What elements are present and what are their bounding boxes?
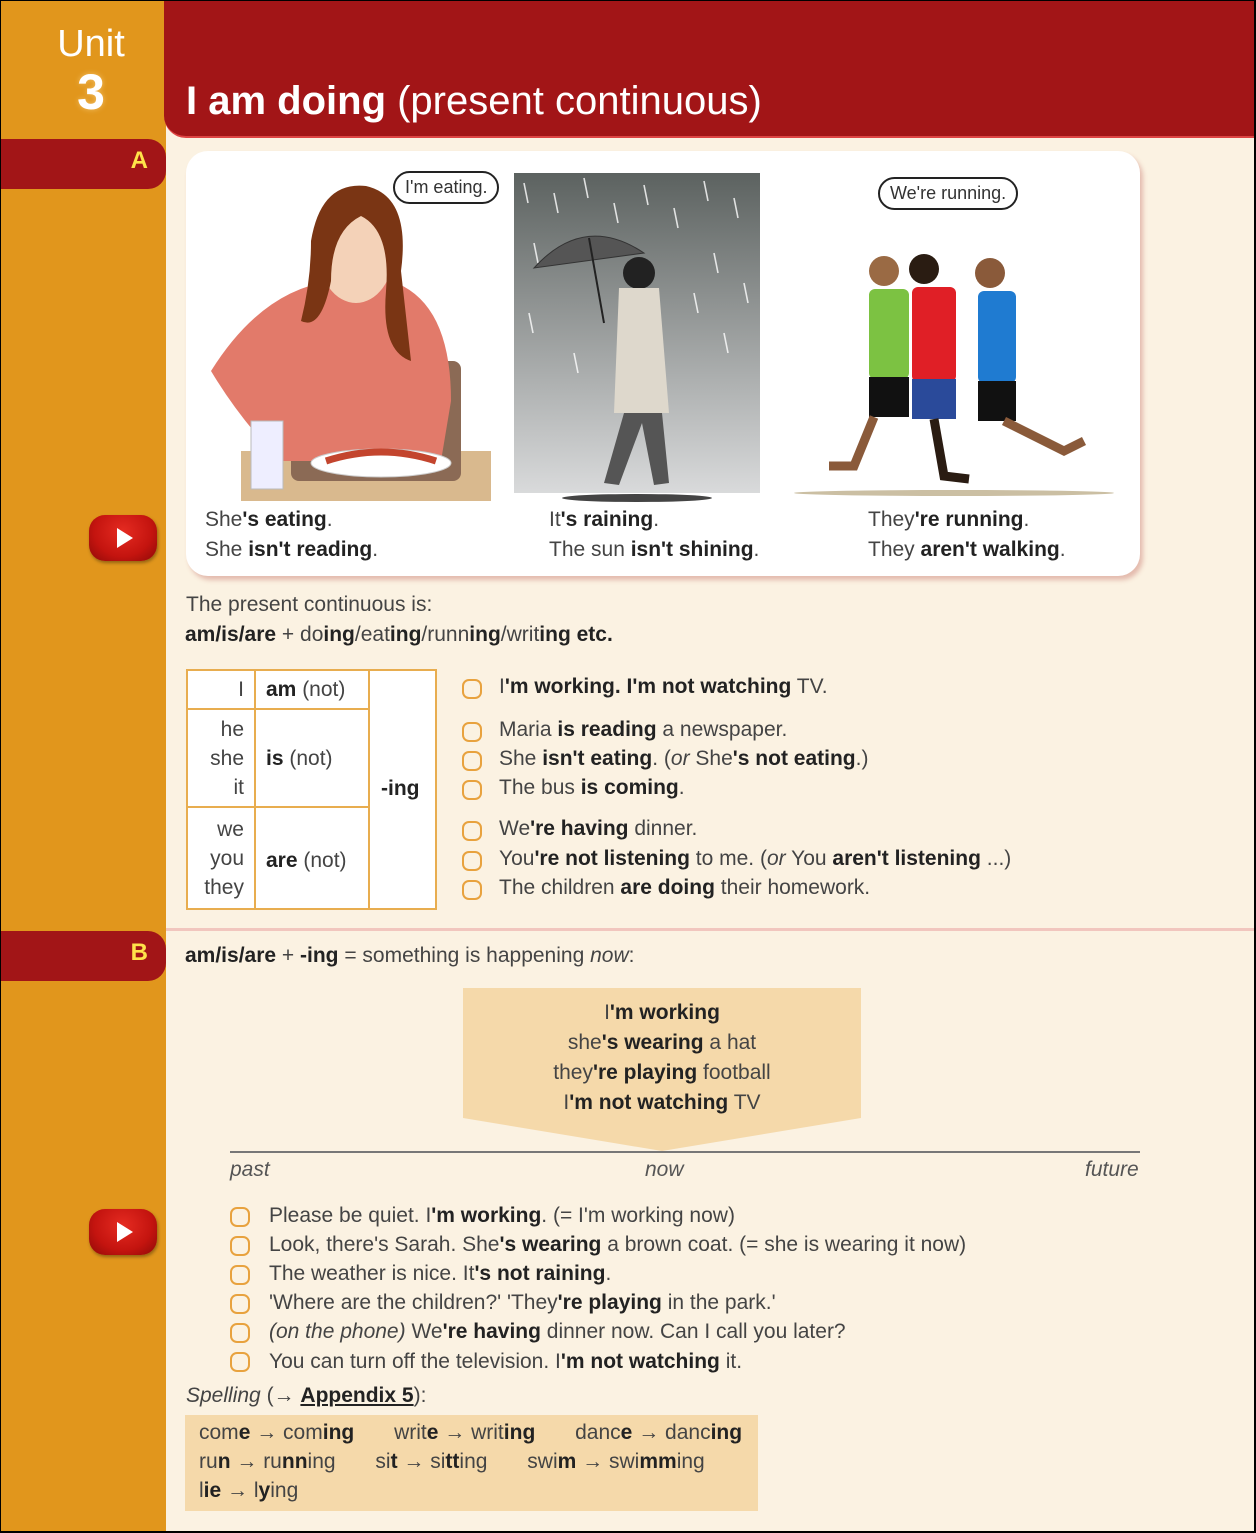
timeline-line	[230, 1151, 1140, 1153]
caption-raining: It's raining. The sun isn't shining.	[549, 508, 760, 561]
spelling-row: come → coming write → writing dance → dancing	[199, 1421, 743, 1444]
spelling-box	[185, 1415, 758, 1511]
checkbox-bullet-icon	[230, 1352, 250, 1372]
title-bold: I am doing	[186, 79, 386, 123]
section-divider	[166, 928, 1254, 931]
subject-cell: he she it	[210, 718, 244, 799]
checkbox-bullet-icon	[462, 679, 482, 699]
subject-cell: we you they	[204, 818, 244, 899]
section-a-tab	[1, 139, 166, 189]
timeline-future: future	[1085, 1158, 1139, 1181]
checkbox-bullet-icon	[230, 1236, 250, 1256]
example-sentence: You can turn off the television. I'm not watching it.	[269, 1350, 743, 1373]
spelling-row: run → running sit → sitting swim → swimming	[199, 1450, 705, 1473]
example-sentence: You're not listening to me. (or You aren't listening ...)	[499, 847, 1012, 870]
section-a-letter: A	[130, 147, 148, 174]
spelling-heading: Spelling (→ Appendix 5):	[186, 1384, 427, 1407]
verb-cell: is (not)	[266, 747, 333, 770]
now-arrow-box	[463, 988, 861, 1148]
example-sentence: 'Where are the children?' 'They're playing in the park.'	[269, 1291, 776, 1314]
illustration-card	[186, 151, 1140, 576]
verb-cell: am (not)	[266, 678, 346, 701]
suffix-cell: -ing	[381, 777, 420, 800]
conjugation-table	[186, 669, 437, 910]
unit-label: Unit	[57, 23, 125, 65]
checkbox-bullet-icon	[462, 851, 482, 871]
checkbox-bullet-icon	[230, 1265, 250, 1285]
speech-bubble: I'm eating.	[393, 171, 499, 204]
verb-cell: are (not)	[266, 849, 347, 872]
example-sentence: We're having dinner.	[499, 817, 698, 840]
intro-text: The present continuous is:	[186, 593, 433, 616]
checkbox-bullet-icon	[462, 821, 482, 841]
example-sentence: The bus is coming.	[499, 776, 685, 799]
example-sentence: The weather is nice. It's not raining.	[269, 1262, 612, 1285]
timeline-now: now	[645, 1158, 684, 1181]
caption-running: They're running. They aren't walking.	[868, 508, 1066, 561]
example-sentence: She isn't eating. (or She's not eating.)	[499, 747, 869, 770]
timeline-past: past	[230, 1158, 270, 1181]
checkbox-bullet-icon	[230, 1294, 250, 1314]
speech-bubble: We're running.	[878, 177, 1018, 210]
checkbox-bullet-icon	[462, 780, 482, 800]
section-b-tab	[1, 931, 166, 981]
example-sentence: Look, there's Sarah. She's wearing a brown coat. (= she is wearing it now)	[269, 1233, 967, 1256]
example-sentence: Maria is reading a newspaper.	[499, 718, 788, 741]
example-sentence: I'm working. I'm not watching TV.	[499, 675, 828, 698]
grammar-page	[1, 1, 1254, 1531]
checkbox-bullet-icon	[230, 1323, 250, 1343]
runners-illustration	[794, 241, 1114, 501]
play-video-icon[interactable]	[89, 515, 157, 561]
page-title	[186, 79, 762, 124]
spelling-row: lie → lying	[199, 1479, 299, 1502]
example-sentence: (on the phone) We're having dinner now. Can I call you later?	[269, 1320, 846, 1343]
caption-eating: She's eating. She isn't reading.	[205, 508, 379, 561]
subject-cell: I	[238, 678, 244, 701]
checkbox-bullet-icon	[462, 751, 482, 771]
play-video-icon[interactable]	[89, 1209, 157, 1255]
checkbox-bullet-icon	[462, 880, 482, 900]
section-b-letter: B	[130, 939, 148, 966]
title-banner	[164, 1, 1254, 138]
rain-illustration	[514, 173, 760, 503]
formula-text: am/is/are + doing/eating/running/writing etc.	[185, 623, 613, 646]
appendix-link[interactable]: Appendix 5	[300, 1384, 414, 1407]
now-examples: I'm working she's wearing a hat they're playing football I'm not watching TV	[553, 1001, 771, 1114]
checkbox-bullet-icon	[230, 1207, 250, 1227]
unit-badge	[1, 1, 166, 138]
title-subtitle: (present continuous)	[386, 79, 762, 123]
section-b-intro: am/is/are + -ing = something is happening now:	[185, 944, 635, 967]
example-sentence: The children are doing their homework.	[499, 876, 871, 899]
example-sentence: Please be quiet. I'm working. (= I'm working now)	[269, 1204, 735, 1227]
unit-number: 3	[77, 64, 105, 120]
checkbox-bullet-icon	[462, 722, 482, 742]
woman-eating-illustration	[201, 171, 501, 506]
left-margin-column	[1, 1, 166, 1531]
